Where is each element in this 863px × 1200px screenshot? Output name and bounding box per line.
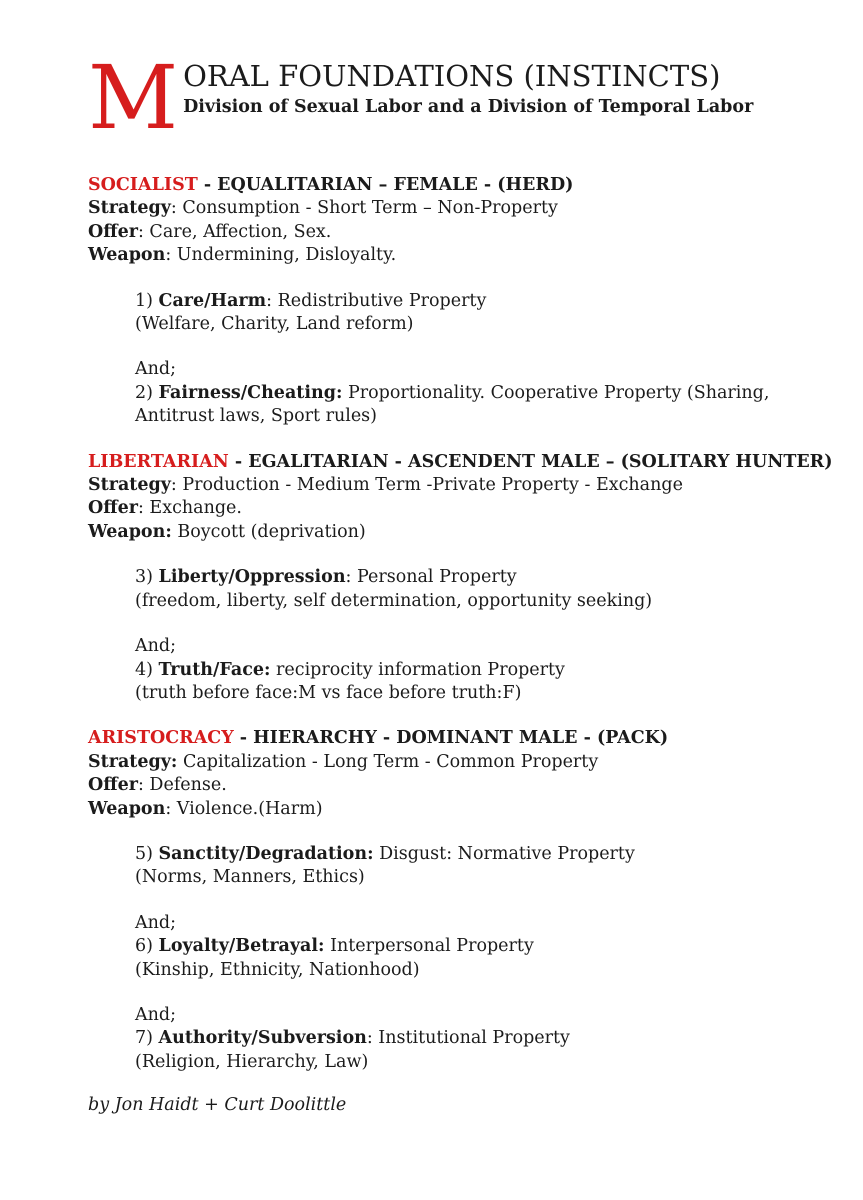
section-name-text: SOCIALIST bbox=[88, 175, 198, 195]
foundation-item bbox=[135, 358, 793, 428]
text-segment: (Norms, Manners, Ethics) bbox=[135, 867, 365, 888]
text-segment: Proportionality. Cooperative Property (Sharing, bbox=[342, 382, 770, 403]
text-segment: reciprocity information Property bbox=[270, 659, 565, 680]
item-line bbox=[135, 566, 793, 589]
text-segment: Care/Harm bbox=[158, 290, 267, 311]
item-line bbox=[135, 313, 793, 336]
text-segment: Strategy bbox=[88, 198, 171, 219]
foundation-item bbox=[135, 290, 793, 337]
document-header bbox=[88, 46, 793, 149]
text-segment: Offer bbox=[88, 775, 138, 796]
section-name-text: ARISTOCRACY bbox=[88, 728, 234, 749]
text-segment: 2) bbox=[135, 382, 159, 403]
text-segment: (Religion, Hierarchy, Law) bbox=[135, 1051, 369, 1072]
text-segment: : Institutional Property bbox=[366, 1028, 570, 1049]
text-segment: Fairness/Cheating: bbox=[158, 382, 343, 403]
text-segment: Capitalization - Long Term - Common Property bbox=[177, 751, 599, 772]
meta-line bbox=[88, 521, 793, 544]
text-segment: Authority/Subversion bbox=[158, 1028, 367, 1049]
text-segment: Boycott (deprivation) bbox=[171, 521, 366, 542]
text-segment: 6) bbox=[135, 936, 159, 957]
text-segment: 1) bbox=[135, 290, 159, 311]
header-text bbox=[183, 60, 753, 119]
foundation-item bbox=[135, 1004, 793, 1074]
text-segment: Truth/Face: bbox=[158, 659, 271, 680]
text-segment: : Consumption - Short Term – Non-Property bbox=[170, 198, 558, 219]
foundation-item bbox=[135, 635, 793, 705]
text-segment: Antitrust laws, Sport rules) bbox=[135, 406, 377, 427]
item-line bbox=[135, 358, 793, 381]
text-segment: : Violence.(Harm) bbox=[165, 798, 323, 819]
text-segment: : Defense. bbox=[137, 775, 227, 796]
text-segment: (Welfare, Charity, Land reform) bbox=[135, 314, 414, 335]
section-heading bbox=[88, 174, 793, 197]
meta-line bbox=[88, 197, 793, 220]
text-segment: 7) bbox=[135, 1028, 159, 1049]
item-line bbox=[135, 405, 793, 428]
item-line bbox=[135, 912, 793, 935]
text-segment: Disgust: Normative Property bbox=[373, 843, 635, 864]
section-libertarian bbox=[88, 451, 833, 706]
section-aristocracy bbox=[88, 727, 793, 1074]
text-segment: - EQUALITARIAN – FEMALE - (HERD) bbox=[197, 175, 574, 195]
item-line bbox=[135, 590, 793, 613]
section-socialist bbox=[88, 174, 793, 429]
page-title: ORAL FOUNDATIONS (INSTINCTS) bbox=[183, 59, 721, 93]
item-line bbox=[135, 1051, 793, 1074]
text-segment: Offer bbox=[88, 221, 138, 242]
text-segment: 3) bbox=[135, 567, 159, 588]
text-segment: And; bbox=[135, 912, 177, 933]
text-segment: Strategy: bbox=[88, 751, 178, 772]
item-line bbox=[135, 659, 793, 682]
author-byline: by Jon Haidt + Curt Doolittle bbox=[88, 1095, 347, 1116]
text-segment: And; bbox=[135, 359, 177, 380]
text-segment: : Care, Affection, Sex. bbox=[137, 221, 332, 242]
text-segment: Loyalty/Betrayal: bbox=[158, 936, 325, 957]
item-line bbox=[135, 959, 793, 982]
text-segment: Strategy bbox=[88, 475, 171, 496]
foundation-item bbox=[135, 566, 793, 613]
section-heading bbox=[88, 727, 793, 750]
text-segment: Weapon bbox=[88, 798, 166, 819]
text-segment: (freedom, liberty, self determination, opportunity seeking) bbox=[135, 590, 653, 611]
item-line bbox=[135, 635, 793, 658]
meta-line bbox=[88, 244, 793, 267]
item-line bbox=[135, 1027, 793, 1050]
text-segment: : Production - Medium Term -Private Property - Exchange bbox=[170, 475, 683, 496]
text-segment: : Personal Property bbox=[345, 567, 517, 588]
meta-line bbox=[88, 774, 793, 797]
text-segment: : Redistributive Property bbox=[266, 290, 487, 311]
text-segment: Weapon bbox=[88, 245, 166, 266]
item-line bbox=[135, 290, 793, 313]
text-segment: : Undermining, Disloyalty. bbox=[165, 245, 397, 266]
meta-line bbox=[88, 798, 793, 821]
section-heading bbox=[88, 451, 833, 474]
item-line bbox=[135, 382, 793, 405]
dropcap-letter: M bbox=[88, 46, 177, 149]
item-line bbox=[135, 682, 793, 705]
text-segment: And; bbox=[135, 636, 177, 657]
text-segment: : Exchange. bbox=[137, 498, 242, 519]
foundation-item bbox=[135, 843, 793, 890]
foundation-item bbox=[135, 912, 793, 982]
text-segment: Offer bbox=[88, 498, 138, 519]
text-segment: Interpersonal Property bbox=[324, 936, 534, 957]
text-segment: - HIERARCHY - DOMINANT MALE - (PACK) bbox=[233, 728, 669, 749]
item-line bbox=[135, 843, 793, 866]
meta-line bbox=[88, 221, 793, 244]
text-segment: 4) bbox=[135, 659, 159, 680]
text-segment: - EGALITARIAN - ASCENDENT MALE – (SOLITARY HUNTER) bbox=[228, 451, 833, 472]
meta-line bbox=[88, 497, 793, 520]
text-segment: (truth before face:M vs face before truth:F) bbox=[135, 682, 522, 703]
text-segment: (Kinship, Ethnicity, Nationhood) bbox=[135, 959, 420, 980]
item-line bbox=[135, 866, 793, 889]
text-segment: And; bbox=[135, 1004, 177, 1025]
section-name-text: LIBERTARIAN bbox=[88, 451, 229, 472]
item-line bbox=[135, 1004, 793, 1027]
text-segment: Liberty/Oppression bbox=[158, 567, 346, 588]
meta-line bbox=[88, 751, 793, 774]
sections bbox=[88, 174, 833, 1074]
text-segment: Weapon: bbox=[88, 521, 172, 542]
text-segment: Sanctity/Degradation: bbox=[158, 843, 374, 864]
meta-line bbox=[88, 474, 793, 497]
item-line bbox=[135, 935, 793, 958]
text-segment: 5) bbox=[135, 843, 159, 864]
page-subtitle: Division of Sexual Labor and a Division of Temporal Labor bbox=[183, 97, 754, 117]
